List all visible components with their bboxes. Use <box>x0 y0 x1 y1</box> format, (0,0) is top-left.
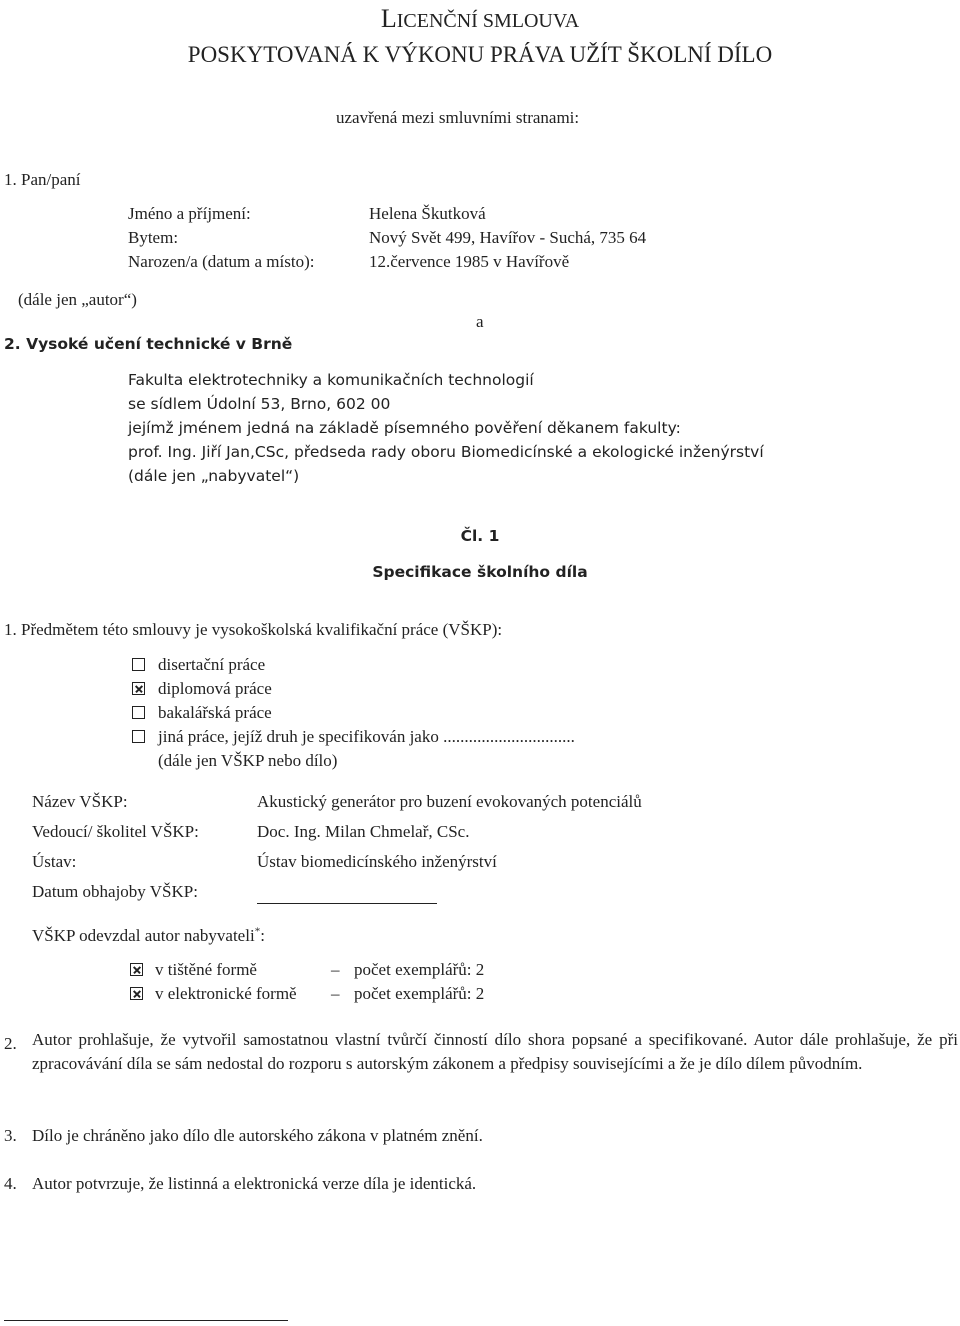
party1-alias: (dále jen „autor“) <box>18 290 137 309</box>
checkbox-disertacni[interactable] <box>132 658 145 671</box>
article-title: Specifikace školního díla <box>372 563 588 581</box>
checkbox-bakalarska[interactable] <box>132 706 145 719</box>
party1-label-address: Bytem: <box>128 228 179 247</box>
document-title <box>0 4 960 36</box>
title-first-letter: L <box>380 4 397 33</box>
option-label: bakalářská práce <box>158 703 272 722</box>
detail-label-institute: Ústav: <box>32 852 77 871</box>
paragraph-text: Dílo je chráněno jako dílo dle autorského zákona v platném znění. <box>32 1126 483 1145</box>
checkbox-diplomova[interactable] <box>132 682 145 695</box>
option-label: disertační práce <box>158 655 266 674</box>
party1-value-name: Helena Škutková <box>369 204 486 223</box>
detail-label-supervisor: Vedoucí/ školitel VŠKP: <box>32 822 199 841</box>
article-number: Čl. 1 <box>460 527 500 545</box>
checkbox-electronic[interactable] <box>130 987 143 1000</box>
party1-value-born: 12.července 1985 v Havířově <box>369 252 570 271</box>
party2-line: prof. Ing. Jiří Jan,CSc, předseda rady oboru Biomedicínské a ekologické inženýrství <box>128 443 764 461</box>
party2-line: jejímž jménem jedná na základě písemného pověření děkanem fakulty: <box>128 419 681 437</box>
paragraph-number: 4. <box>4 1174 17 1193</box>
party1-heading: 1. Pan/paní <box>4 170 81 189</box>
defense-date-line <box>257 903 437 904</box>
footnote-separator <box>4 1320 288 1321</box>
option-label: diplomová práce <box>158 679 272 698</box>
delivery-heading-text: VŠKP odevzdal autor nabyvateli <box>32 926 255 945</box>
party2-line: se sídlem Údolní 53, Brno, 602 00 <box>128 395 391 413</box>
party2-alias: (dále jen „nabyvatel“) <box>128 467 300 485</box>
delivery-heading-colon: : <box>260 926 265 945</box>
party2-heading: 2. Vysoké učení technické v Brně <box>4 335 293 353</box>
checkbox-printed[interactable] <box>130 963 143 976</box>
delivery-count: počet exemplářů: 2 <box>354 984 485 1003</box>
delivery-dash: – <box>331 984 340 1003</box>
title-rest: ICENČNÍ SMLOUVA <box>396 10 580 32</box>
checkbox-jina[interactable] <box>132 730 145 743</box>
detail-value-institute: Ústav biomedicínského inženýrství <box>257 852 497 871</box>
item1-text: 1. Předmětem této smlouvy je vysokoškolská kvalifikační práce (VŠKP): <box>4 620 503 639</box>
paragraph-number: 3. <box>4 1126 17 1145</box>
footnote-mark: * <box>254 925 261 938</box>
party1-label-name: Jméno a příjmení: <box>128 204 251 223</box>
item1-alias: (dále jen VŠKP nebo dílo) <box>158 751 338 770</box>
detail-label-title: Název VŠKP: <box>32 792 128 811</box>
party2-line: Fakulta elektrotechniky a komunikačních technologií <box>128 371 534 389</box>
option-label: jiná práce, jejíž druh je specifikován jako ............................... <box>158 727 575 746</box>
delivery-dash: – <box>331 960 340 979</box>
detail-value-supervisor: Doc. Ing. Milan Chmelař, CSc. <box>257 822 470 841</box>
intro-text: uzavřená mezi smluvními stranami: <box>336 108 580 127</box>
document-subtitle: POSKYTOVANÁ K VÝKONU PRÁVA UŽÍT ŠKOLNÍ DÍLO <box>187 42 773 67</box>
delivery-heading <box>32 926 265 946</box>
paragraph-text: Autor prohlašuje, že vytvořil samostatnou vlastní tvůrčí činností dílo shora popsané a specifikované. Autor dále prohlašuje, že při zpracovávání díla se sám nedostal do rozporu s autorským zákonem a předpisy souvisejícími a že je dílo dílem původním. <box>32 1030 958 1073</box>
paragraph-text: Autor potvrzuje, že listinná a elektronická verze díla je identická. <box>32 1174 477 1193</box>
delivery-count: počet exemplářů: 2 <box>354 960 485 979</box>
delivery-form: v tištěné formě <box>155 960 257 979</box>
conjunction: a <box>476 312 484 331</box>
paragraph-number: 2. <box>4 1034 17 1053</box>
detail-label-defense-date: Datum obhajoby VŠKP: <box>32 882 198 901</box>
party1-label-born: Narozen/a (datum a místo): <box>128 252 315 271</box>
delivery-form: v elektronické formě <box>155 984 297 1003</box>
detail-value-title: Akustický generátor pro buzení evokovaných potenciálů <box>257 792 642 811</box>
party1-value-address: Nový Svět 499, Havířov - Suchá, 735 64 <box>369 228 647 247</box>
